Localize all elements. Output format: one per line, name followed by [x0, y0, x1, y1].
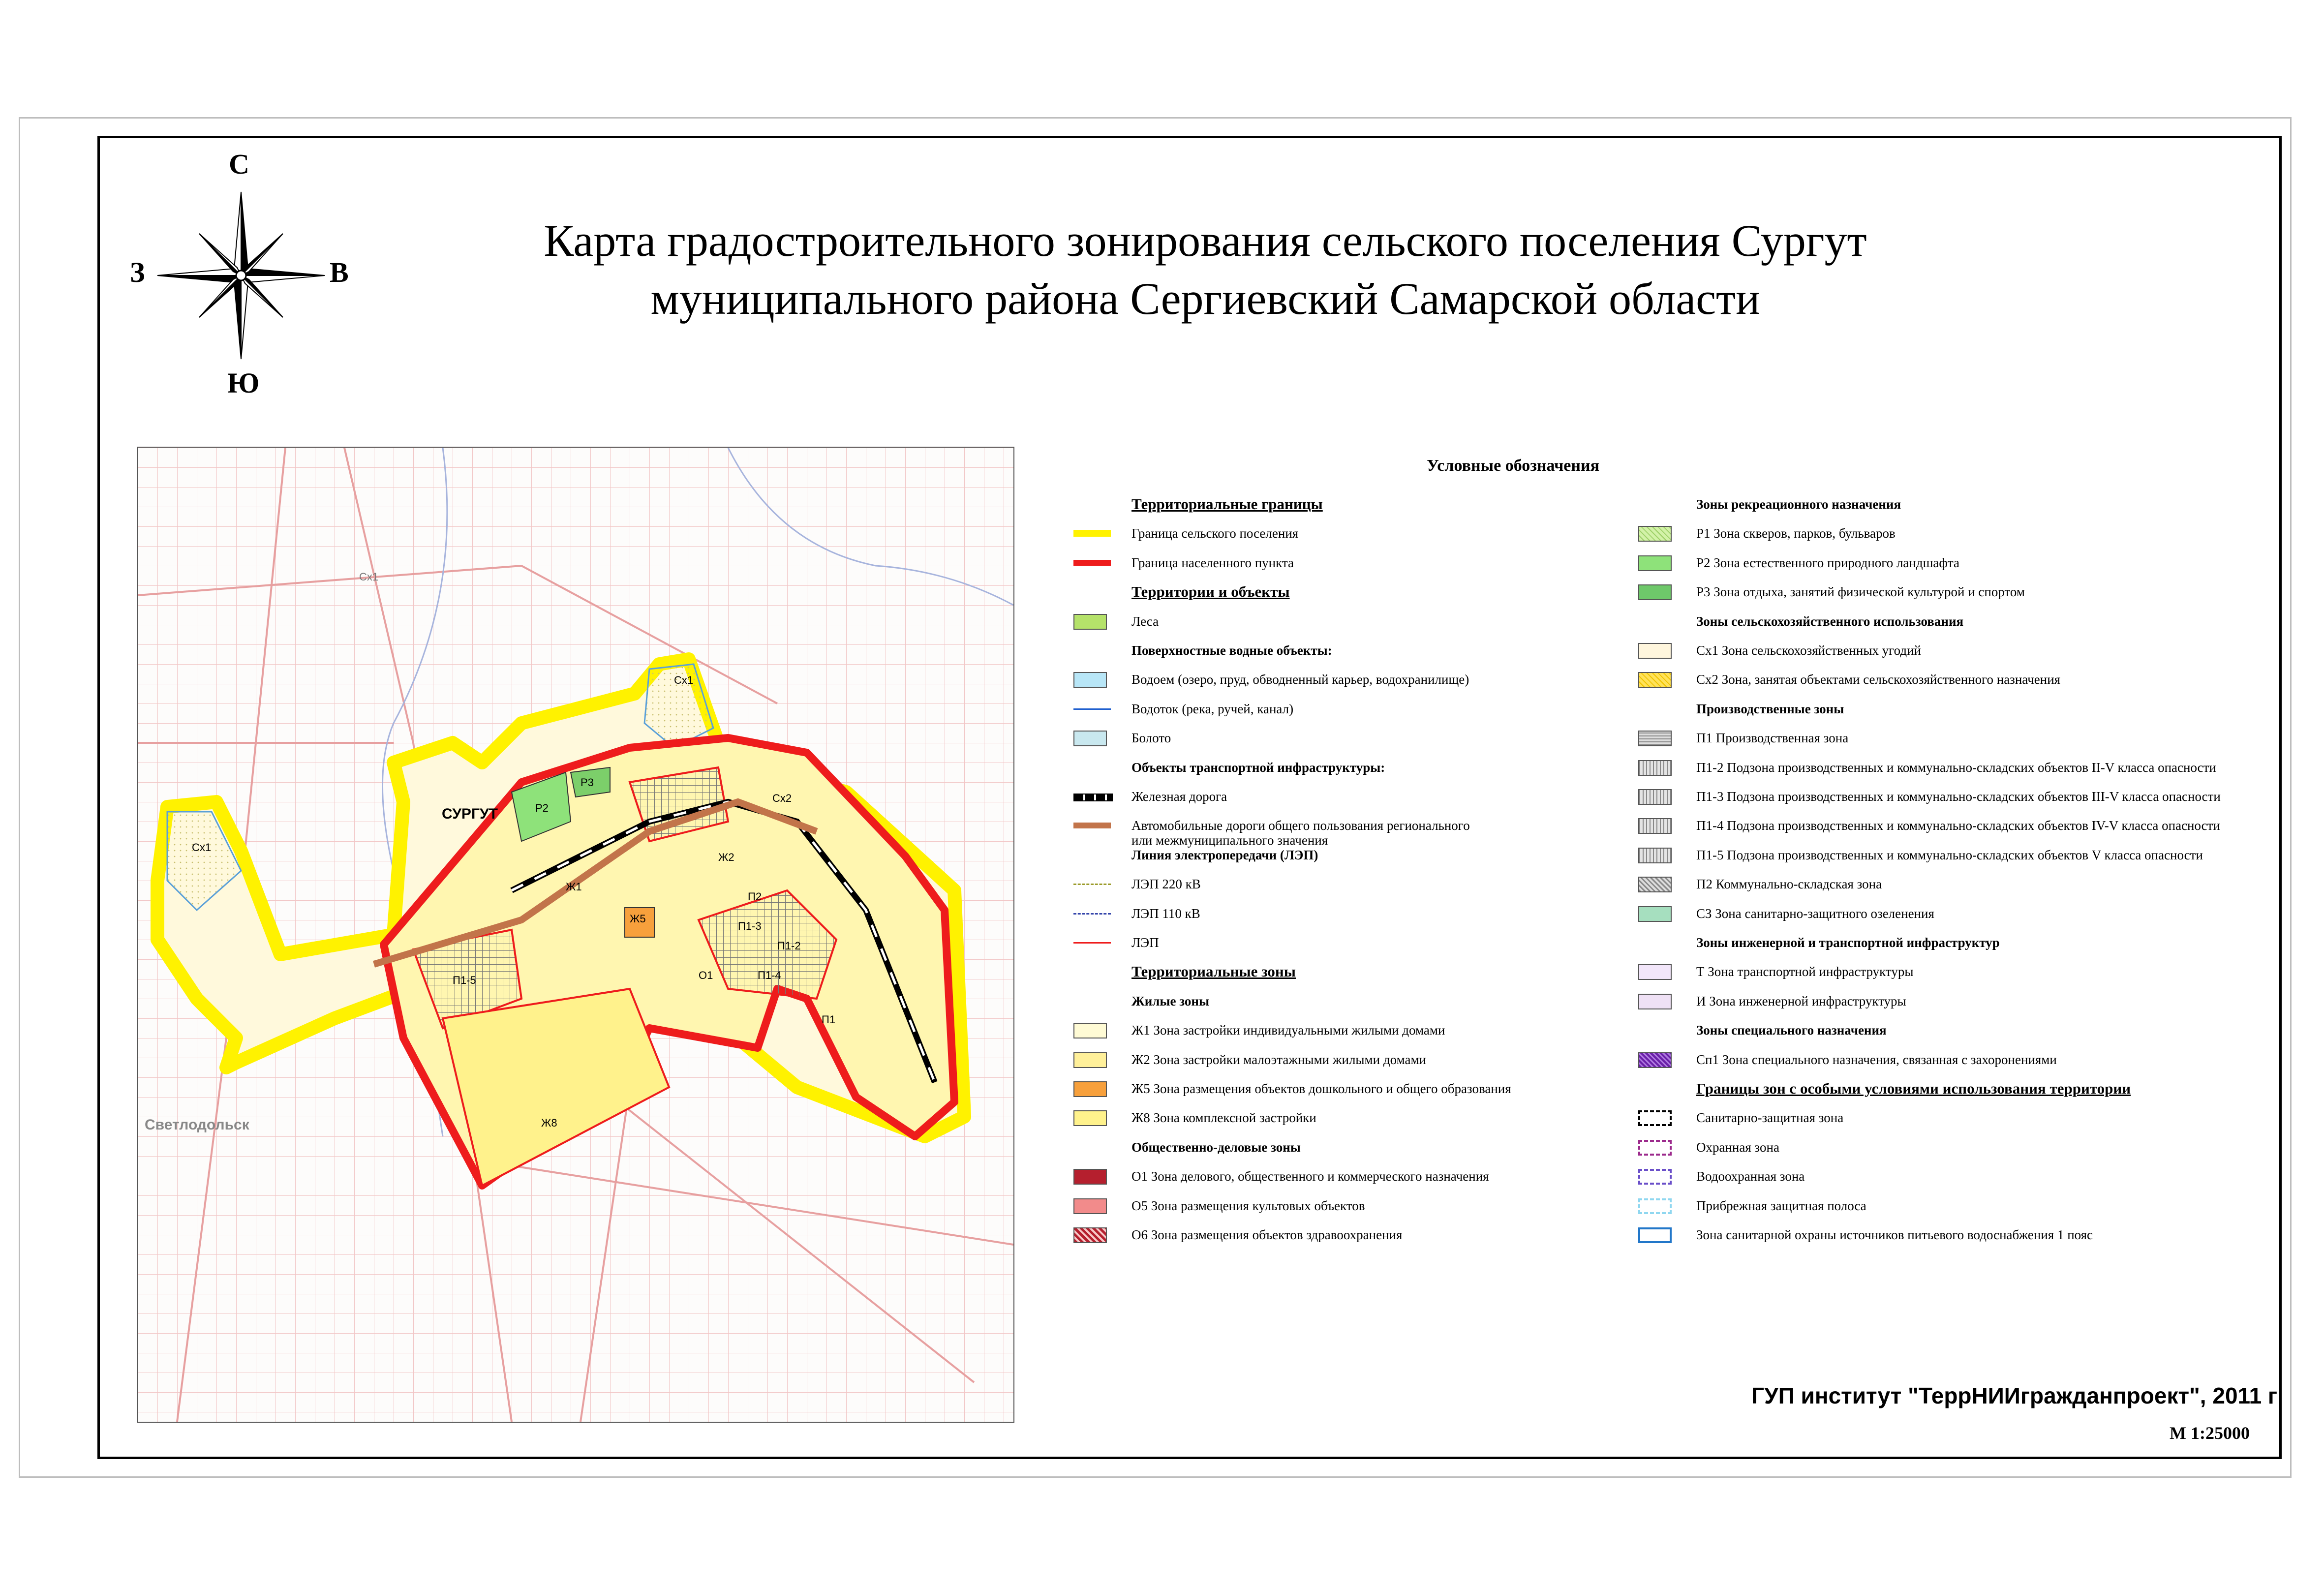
legend-swatch-pribr	[1638, 1198, 1672, 1214]
legend-item-label: П1-2 Подзона производственных и коммунально-складских объектов II-V класса опасности	[1696, 760, 2216, 775]
map-zone-label: Сх1	[674, 674, 694, 686]
legend-swatch-r3	[1638, 584, 1672, 600]
legend-swatch-stream	[1073, 708, 1111, 710]
map-zone-label: Ж1	[566, 881, 582, 893]
compass-south-label: Ю	[227, 367, 260, 399]
map-zone-label: Сх1	[192, 841, 212, 854]
legend-item-label: Р3 Зона отдыха, занятий физической культурой и спортом	[1696, 584, 2025, 600]
legend-item-label: Р1 Зона скверов, парков, бульваров	[1696, 526, 1896, 541]
legend-item-label: Граница сельского поселения	[1131, 526, 1299, 541]
map-zone-label: Сх1	[359, 571, 379, 583]
map-zone-label: П1	[822, 1013, 836, 1026]
legend-swatch-p1x	[1638, 789, 1672, 805]
compass-west-label: З	[130, 256, 145, 288]
legend-swatch-forest	[1073, 614, 1107, 630]
legend-swatch-swamp	[1073, 731, 1107, 746]
legend-item-label: П1-4 Подзона производственных и коммунально-складских объектов IV-V класса опасности	[1696, 818, 2220, 833]
legend-swatch-p1x	[1638, 848, 1672, 863]
legend-swatch-vodo	[1638, 1169, 1672, 1185]
map-zone-label: О1	[699, 969, 713, 981]
legend-item-label: П2 Коммунально-складская зона	[1696, 877, 1882, 892]
legend-swatch-p1x	[1638, 818, 1672, 834]
legend-item-label: Ж8 Зона комплексной застройки	[1131, 1110, 1316, 1126]
legend-swatch-p1	[1638, 731, 1672, 746]
legend-title: Условные обозначения	[1427, 457, 1599, 475]
legend-heading: Территории и объекты	[1131, 583, 1290, 601]
legend-swatch-line-yellow	[1073, 530, 1111, 537]
legend-heading: Поверхностные водные объекты:	[1131, 643, 1332, 658]
map-label-surgut: СУРГУТ	[442, 806, 498, 822]
legend-item-label: И Зона инженерной инфраструктуры	[1696, 993, 1906, 1008]
map-zone-label: П2	[748, 890, 762, 903]
legend-swatch-i	[1638, 994, 1672, 1009]
legend-item-label-line2: или межмуниципального значения	[1131, 833, 1328, 848]
legend-item-label: Прибрежная защитная полоса	[1696, 1198, 1866, 1213]
legend-swatch-lep110	[1073, 913, 1111, 915]
map-zone-label: П1-4	[758, 969, 781, 981]
legend-item-label: ЛЭП 110 кВ	[1131, 906, 1200, 921]
legend-heading: Жилые зоны	[1131, 993, 1210, 1008]
legend-item-label: Т Зона транспортной инфраструктуры	[1696, 964, 1914, 979]
legend-heading: Производственные зоны	[1696, 701, 1844, 716]
legend-swatch-sz	[1638, 906, 1672, 922]
map-zone-label: Ж2	[718, 851, 734, 863]
map-zone-label: П1-2	[777, 940, 801, 952]
legend-item-label: Р2 Зона естественного природного ландшафта	[1696, 555, 1959, 570]
legend-item-label: Охранная зона	[1696, 1139, 1779, 1155]
legend-item-label: П1-3 Подзона производственных и коммунально-складских объектов III-V класса опасности	[1696, 789, 2221, 804]
map-zone-label: П1-3	[738, 920, 762, 932]
legend-item-label: П1-5 Подзона производственных и коммунально-складских объектов V класса опасности	[1696, 847, 2203, 862]
organization-credit: ГУП институт "ТеррНИИгражданпроект", 2011 г	[1751, 1383, 2278, 1408]
legend-item-label: Санитарно-защитная зона	[1696, 1110, 1844, 1126]
compass-star-icon	[153, 187, 330, 364]
legend-item-label: О5 Зона размещения культовых объектов	[1131, 1198, 1365, 1213]
map-zone-label: Сх2	[772, 792, 792, 804]
legend-swatch-p2	[1638, 877, 1672, 892]
legend-swatch-zh5	[1073, 1081, 1107, 1097]
legend-item-label: Водоем (озеро, пруд, обводненный карьер, водохранилище)	[1131, 672, 1469, 687]
legend-item-label: Ж1 Зона застройки индивидуальными жилыми домами	[1131, 1023, 1445, 1038]
map-label-svetlodolsk: Светлодольск	[145, 1117, 249, 1133]
legend-item-label: Сп1 Зона специального назначения, связанная с захоронениями	[1696, 1052, 2057, 1067]
legend-heading: Территориальные зоны	[1131, 963, 1296, 980]
legend-swatch-ohr	[1638, 1140, 1672, 1156]
legend-item-label: О6 Зона размещения объектов здравоохранения	[1131, 1227, 1403, 1242]
legend-swatch-rail	[1073, 794, 1113, 801]
legend-item-label: Водоток (река, ручей, канал)	[1131, 701, 1294, 716]
legend-item-label: Сх1 Зона сельскохозяйственных угодий	[1696, 643, 1922, 658]
legend-item-label: П1 Производственная зона	[1696, 731, 1849, 746]
legend-item-label: Железная дорога	[1131, 789, 1227, 804]
legend-swatch-sx2	[1638, 672, 1672, 688]
legend-heading: Зоны рекреационного назначения	[1696, 497, 1901, 512]
compass-east-label: В	[330, 256, 349, 288]
legend-heading: Границы зон с особыми условиями использования территории	[1696, 1080, 2131, 1097]
legend-heading: Зоны специального назначения	[1696, 1023, 1887, 1038]
map-title-line2: муниципального района Сергиевский Самарской области	[650, 274, 1760, 324]
legend-swatch-t	[1638, 964, 1672, 980]
legend-swatch-sp1	[1638, 1052, 1672, 1068]
legend-heading: Территориальные границы	[1131, 495, 1323, 513]
legend-swatch-o6	[1073, 1227, 1107, 1243]
compass-north-label: С	[229, 148, 249, 180]
legend-item-label: ЛЭП	[1131, 935, 1159, 950]
legend-swatch-zh8	[1073, 1110, 1107, 1126]
legend-swatch-lep	[1073, 942, 1111, 944]
map-zone-label: П1-5	[453, 974, 476, 986]
legend-item-label: Сх2 Зона, занятая объектами сельскохозяйственного назначения	[1696, 672, 2061, 687]
map-frame[interactable]	[137, 447, 1014, 1423]
legend-item-label: Граница населенного пункта	[1131, 555, 1294, 570]
map-zone-label: Ж8	[541, 1117, 557, 1129]
legend-swatch-zh2	[1073, 1052, 1107, 1068]
legend-swatch-zso	[1638, 1227, 1672, 1243]
legend-swatch-r1	[1638, 526, 1672, 542]
legend-item-label: ЛЭП 220 кВ	[1131, 877, 1201, 892]
legend-heading: Зоны сельскохозяйственного использования	[1696, 613, 1964, 629]
legend-heading: Линия электропередачи (ЛЭП)	[1131, 847, 1318, 862]
legend-swatch-o1	[1073, 1169, 1107, 1185]
legend-item-label: Леса	[1131, 613, 1159, 629]
legend-swatch-p1x	[1638, 760, 1672, 776]
legend-item-label: Ж2 Зона застройки малоэтажными жилыми домами	[1131, 1052, 1426, 1067]
map-zone-label: Р2	[535, 802, 549, 814]
map-title	[541, 212, 1869, 328]
legend-swatch-r2	[1638, 555, 1672, 571]
map-title-line1: Карта градостроительного зонирования сельского поселения Сургут	[544, 215, 1867, 266]
legend-heading: Зоны инженерной и транспортной инфраструктур	[1696, 935, 2000, 950]
legend-swatch-sx1	[1638, 643, 1672, 659]
map-zone-label: Ж5	[630, 913, 646, 925]
legend-swatch-line-red	[1073, 560, 1111, 566]
map-scale: М 1:25000	[2170, 1423, 2250, 1443]
legend-heading: Общественно-деловые зоны	[1131, 1139, 1301, 1155]
legend-heading: Объекты транспортной инфраструктуры:	[1131, 760, 1385, 775]
legend-item-label: Ж5 Зона размещения объектов дошкольного и общего образования	[1131, 1081, 1511, 1096]
legend-item-label: СЗ Зона санитарно-защитного озеленения	[1696, 906, 1934, 921]
legend-item-label: Автомобильные дороги общего пользования регионального	[1131, 818, 1470, 833]
legend-swatch-water	[1073, 672, 1107, 688]
map-canvas[interactable]	[138, 448, 1013, 1422]
legend-item-label: Болото	[1131, 731, 1171, 746]
legend-swatch-o5	[1073, 1198, 1107, 1214]
legend-item-label: Водоохранная зона	[1696, 1169, 1805, 1184]
legend-swatch-road	[1073, 823, 1111, 828]
map-zone-label: Р3	[581, 776, 594, 789]
legend-swatch-szz	[1638, 1110, 1672, 1126]
legend-swatch-lep220	[1073, 884, 1111, 885]
compass-rose	[123, 148, 359, 403]
legend-swatch-zh1	[1073, 1023, 1107, 1038]
legend-item-label: Зона санитарной охраны источников питьевого водоснабжения 1 пояс	[1696, 1227, 2093, 1242]
legend-item-label: О1 Зона делового, общественного и коммерческого назначения	[1131, 1169, 1489, 1184]
